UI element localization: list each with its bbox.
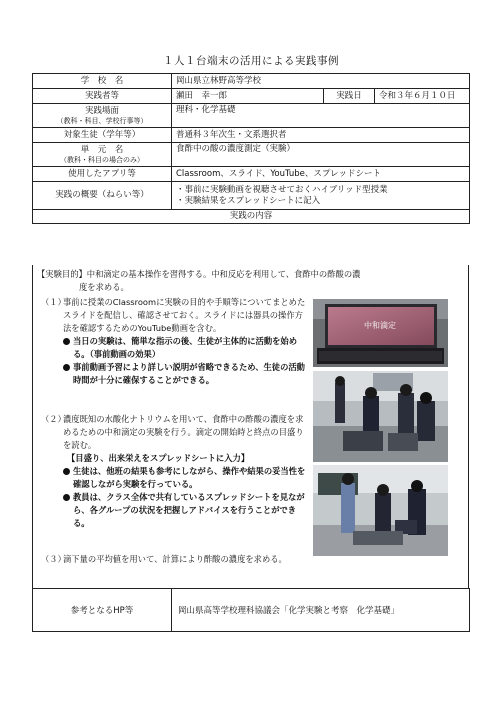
apps-label: 使用したアプリ等 [33, 167, 172, 182]
summary-line: ・実験結果をスプレッドシートに記入 [176, 195, 321, 206]
step-number: （２） [41, 414, 66, 424]
step-2 [41, 413, 311, 530]
step-text: 事前に授業のClassroomに実験の目的や手順等についてまとめたスライドを配信し、確認させておく。スライドには器具の操作方法を確認するためのYouTube動画を含む。 [63, 297, 306, 333]
summary-value [172, 182, 470, 210]
step-text: 滴下量の平均値を用いて、計算により酢酸の濃度を求める。 [63, 554, 287, 564]
target-value: 普通科３年次生・文系選択者 [172, 128, 470, 143]
unit-value: 食酢中の酸の濃度測定（実験） [172, 143, 470, 167]
students-lab-photo-2 [313, 465, 448, 556]
summary-line: ・事前に実験動画を視聴させておくハイブリッド型授業 [176, 184, 388, 195]
step-note: 【目盛り、出来栄えをスプレッドシートに入力】 [67, 453, 250, 463]
step-1 [41, 296, 311, 387]
laptop-slide-photo [313, 299, 448, 367]
step-point: 当日の実験は、簡単な指示の後、生徒が主体的に活動を始める。（事前動画の効果） [63, 335, 311, 361]
reference-label: 参考となるHP等 [33, 589, 172, 632]
scene-label: 実践場面 [84, 105, 119, 116]
step-3 [41, 553, 311, 566]
school-value: 岡山県立林野高等学校 [172, 74, 470, 89]
slide-title: 中和滴定 [364, 321, 396, 330]
unit-label-cell [33, 143, 172, 167]
school-label: 学 校 名 [33, 74, 172, 89]
reference-table [32, 588, 470, 632]
scene-value: 理科・化学基礎 [172, 104, 470, 128]
apps-value: Classroom、スライド、YouTube、スプレッドシート [172, 167, 470, 182]
unit-sublabel: （教科・科目の場合のみ） [60, 155, 144, 164]
purpose-text [37, 268, 463, 294]
purpose-line: 度を求める。 [79, 282, 129, 292]
content-header: 実践の内容 [33, 210, 470, 224]
step-point: 生徒は、他班の結果も参考にしながら、操作や結果の妥当性を確認しながら実験を行っている。 [63, 465, 311, 491]
page-title: １人１台端末の活用による実践事例 [163, 55, 339, 67]
target-label: 対象生徒（学年等） [33, 128, 172, 143]
info-table [32, 73, 470, 224]
practitioner-value: 瀬田 幸一郎 [172, 89, 324, 104]
step-point: 教員は、クラス全体で共有しているスプレッドシートを見ながら、各グループの状況を把握しアドバイスを行うことができる。 [63, 491, 311, 530]
students-lab-photo-1 [313, 371, 448, 462]
reference-value: 岡山県高等学校理科協議会「化学実験と考察 化学基礎」 [172, 589, 470, 632]
step-text: 濃度既知の水酸化ナトリウムを用いて、食酢中の酢酸の濃度を求めるための中和滴定の実験を行う。滴定の開始時と終点の目盛りを読む。 [63, 414, 304, 450]
purpose-line: 【実験目的】中和滴定の基本操作を習得する。中和反応を利用して、食酢中の酢酸の濃 [37, 269, 361, 279]
date-value: 令和３年６月１０日 [375, 89, 470, 104]
step-number: （３） [41, 554, 66, 564]
step-number: （１） [41, 297, 66, 307]
practitioner-label: 実践者等 [33, 89, 172, 104]
scene-label-cell [33, 104, 172, 128]
unit-label: 単 元 名 [80, 144, 124, 155]
summary-label: 実践の概要（ねらい等） [33, 182, 172, 210]
step-point: 事前動画予習により詳しい説明が省略できるため、生徒の活動時間が十分に確保することができる。 [63, 361, 311, 387]
scene-sublabel: （教科・科目、学校行事等） [56, 116, 148, 125]
date-label: 実践日 [324, 89, 375, 104]
